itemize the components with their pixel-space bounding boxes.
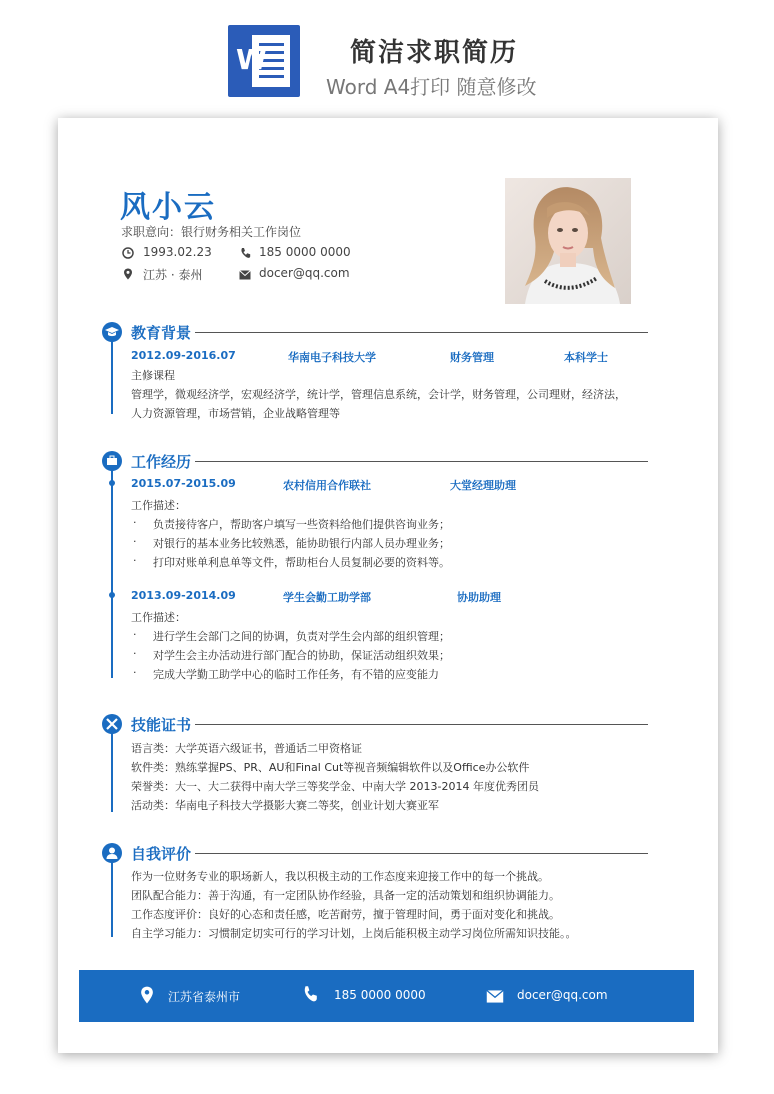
work-timeline [111, 463, 113, 678]
location: 江苏 · 泰州 [143, 268, 203, 282]
location-icon [122, 268, 134, 280]
job-org: 农村信用合作联社 [283, 479, 371, 492]
self-eval-line: 作为一位财务专业的职场新人，我以积极主动的工作态度来迎接工作中的每一个挑战。 [131, 870, 549, 883]
work-title: 工作经历 [131, 453, 192, 471]
courses-line: 管理学，微观经济学，宏观经济学，统计学，管理信息系统，会计学，财务管理，公司理财，经济法， [131, 388, 626, 401]
courses-label: 主修课程 [131, 369, 175, 382]
work-divider [195, 461, 648, 462]
self-eval-line: 团队配合能力：善于沟通，有一定团队协作经验，具备一定的活动策划和组织协调能力。 [131, 889, 560, 902]
word-icon-letter: W [236, 43, 267, 76]
job-intent: 求职意向：银行财务相关工作岗位 [121, 225, 302, 239]
timeline-dot [109, 480, 115, 486]
skills-timeline [111, 726, 113, 812]
location-icon [140, 986, 154, 1004]
job-duty: 对银行的基本业务比较熟悉，能协助银行内部人员办理业务； [153, 537, 450, 550]
courses-line: 人力资源管理，市场营销，企业战略管理等 [131, 407, 340, 420]
job-period: 2013.09-2014.09 [131, 589, 236, 602]
education-title: 教育背景 [131, 324, 192, 342]
candidate-name: 风小云 [120, 190, 216, 225]
education-period: 2012.09-2016.07 [131, 349, 236, 362]
job-duty: 对学生会主办活动进行部门配合的协助，保证活动组织效果； [153, 649, 450, 662]
self-eval-line: 自主学习能力：习惯制定切实可行的学习计划，上岗后能积极主动学习岗位所需知识技能。。 [131, 927, 577, 940]
job-period: 2015.07-2015.09 [131, 477, 236, 490]
skills-title: 技能证书 [131, 716, 192, 734]
profile-photo [505, 178, 631, 304]
education-major: 财务管理 [450, 351, 494, 364]
self-eval-divider [195, 853, 648, 854]
briefcase-icon [102, 451, 122, 471]
self-eval-title: 自我评价 [131, 845, 192, 863]
birth-date: 1993.02.23 [143, 245, 212, 259]
self-eval-timeline [111, 855, 113, 937]
job-role: 大堂经理助理 [450, 479, 516, 492]
banner-subtitle: Word A4打印 随意修改 [326, 75, 537, 99]
job-duty: 负责接待客户，帮助客户填写一些资料给他们提供咨询业务； [153, 518, 450, 531]
email: docer@qq.com [259, 266, 350, 280]
education-divider [195, 332, 648, 333]
skill-line: 语言类：大学英语六级证书，普通话二甲资格证 [131, 742, 362, 755]
phone-icon [302, 985, 318, 1003]
skill-line: 荣誉类：大一、大二获得中南大学三等奖学金、中南大学 2013-2014 年度优秀团员 [131, 780, 539, 793]
job-role: 协助助理 [457, 591, 501, 604]
job-desc-label: 工作描述： [131, 499, 186, 512]
education-timeline [111, 334, 113, 414]
education-degree: 本科学士 [564, 351, 608, 364]
mail-icon [486, 990, 504, 1003]
job-duty: 完成大学勤工助学中心的临时工作任务，有不错的应变能力 [153, 668, 439, 681]
tools-icon [102, 714, 122, 734]
footer-phone: 185 0000 0000 [334, 988, 426, 1002]
job-org: 学生会勤工助学部 [283, 591, 371, 604]
job-duty: 进行学生会部门之间的协调，负责对学生会内部的组织管理； [153, 630, 450, 643]
job-duty: 打印对账单利息单等文件，帮助柜台人员复制必要的资料等。 [153, 556, 450, 569]
timeline-dot [109, 592, 115, 598]
person-icon [102, 843, 122, 863]
clock-icon [122, 247, 134, 259]
banner-title: 简洁求职简历 [350, 38, 519, 68]
education-school: 华南电子科技大学 [288, 351, 376, 364]
footer-email: docer@qq.com [517, 988, 608, 1002]
footer-address: 江苏省泰州市 [168, 990, 241, 1004]
self-eval-line: 工作态度评价：良好的心态和责任感，吃苦耐劳，擅于管理时间，勇于面对变化和挑战。 [131, 908, 560, 921]
mail-icon [239, 269, 251, 281]
word-app-icon [228, 25, 300, 97]
job-desc-label: 工作描述： [131, 611, 186, 624]
skill-line: 软件类：熟练掌握PS、PR、AU和Final Cut等视音频编辑软件以及Office办公软件 [131, 761, 530, 774]
skills-divider [195, 724, 648, 725]
phone-icon [239, 247, 251, 259]
graduation-cap-icon [102, 322, 122, 342]
skill-line: 活动类：华南电子科技大学摄影大赛二等奖，创业计划大赛亚军 [131, 799, 439, 812]
phone-number: 185 0000 0000 [259, 245, 351, 259]
